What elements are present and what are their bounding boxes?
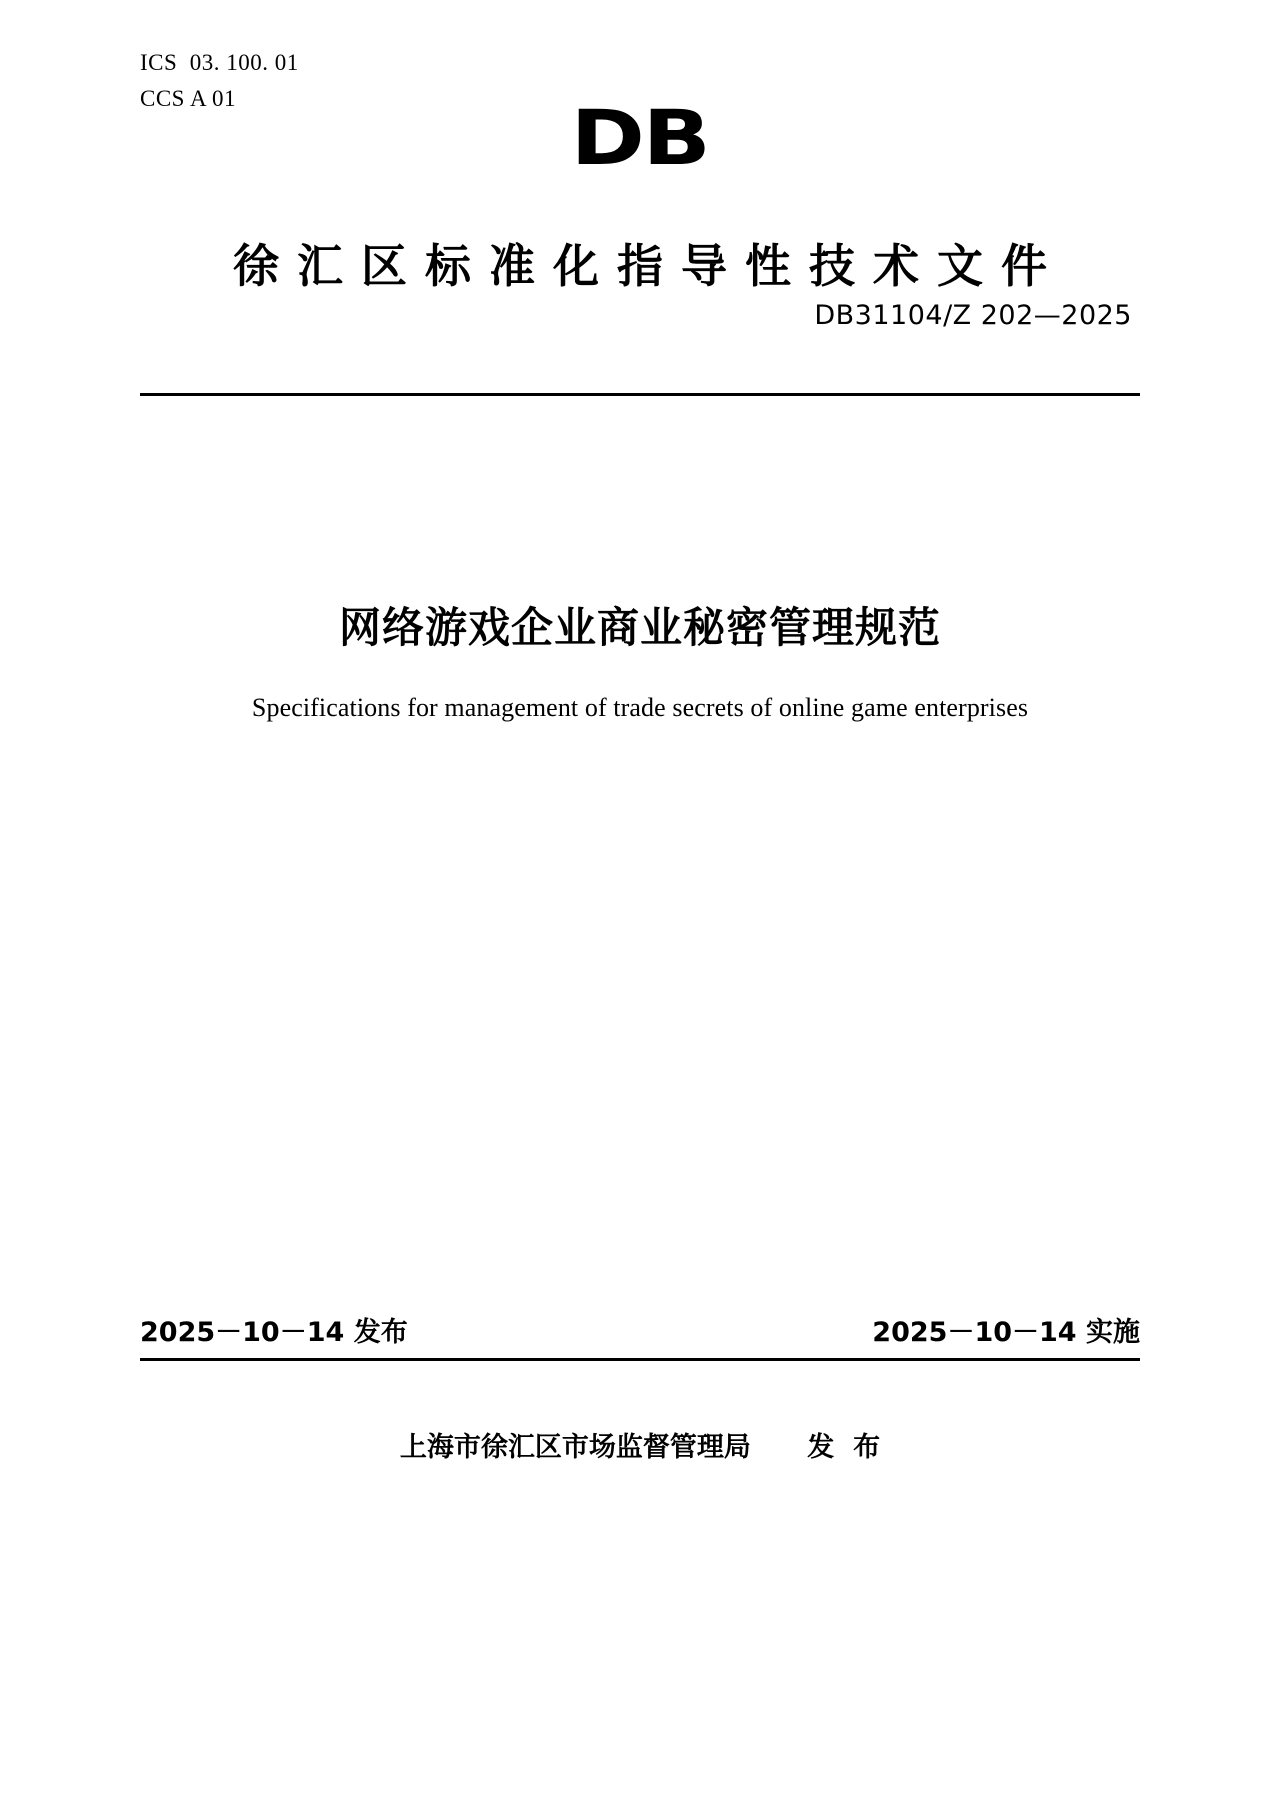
title-english: Specifications for management of trade secrets of online game enterprises <box>251 693 1029 722</box>
title-chinese: 网络游戏企业商业秘密管理规范 <box>338 603 941 652</box>
issue-date: 2025－10－14 发布 <box>140 1317 408 1348</box>
ccs-code: CCS A 01 <box>140 85 237 111</box>
top-divider <box>140 393 1140 396</box>
db-logo-text: DB <box>570 93 710 182</box>
dates-row <box>140 1310 1140 1349</box>
standard-number: DB31104/Z 202—2025 <box>814 300 1132 331</box>
bottom-divider <box>140 1358 1140 1361</box>
ics-code: ICS 03. 100. 01 <box>140 50 299 75</box>
implementation-date: 2025－10－14 实施 <box>872 1317 1140 1348</box>
issuing-authority: 上海市徐汇区市场监督管理局 发 布 <box>399 1432 881 1463</box>
document-kind-label: 徐汇区标准化指导性技术文件 <box>233 239 1065 293</box>
